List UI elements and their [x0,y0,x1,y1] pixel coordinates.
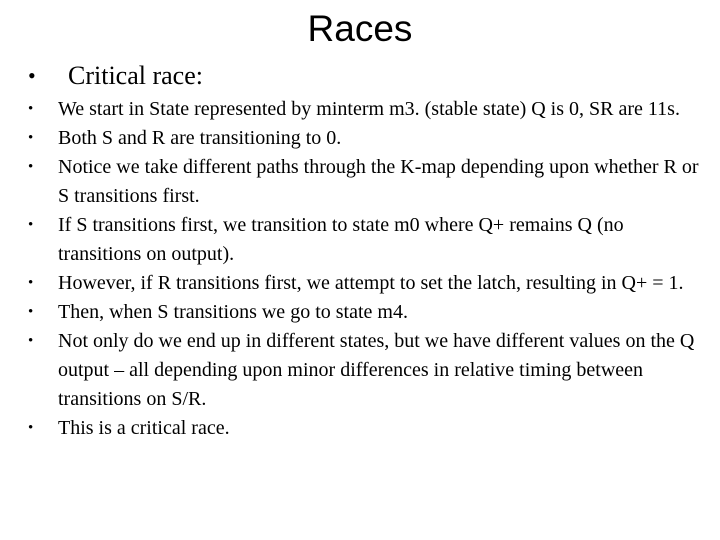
bullet-icon: • [28,63,36,88]
list-item [28,269,708,298]
list-item [28,124,708,153]
list-item-text: Then, when S transitions we go to state m4. [58,301,408,323]
bullet-icon: • [28,333,34,349]
slide-title: Races [307,8,413,49]
list-item-text: Notice we take different paths through the K-map depending upon whether R or S transitions first. [58,156,699,207]
bullet-icon: • [28,420,34,436]
bullet-icon: • [28,304,34,320]
bullet-icon: • [28,159,34,175]
list-item [28,298,708,327]
section-heading: Critical race: [68,61,203,90]
bullet-icon: • [28,130,34,146]
list-item-text: This is a critical race. [58,417,230,439]
list-item [28,153,708,211]
bullet-icon: • [28,217,34,233]
list-item [28,414,708,443]
list-item-text: Both S and R are transitioning to 0. [58,127,342,149]
bullet-icon: • [28,275,34,291]
list-item [28,327,708,414]
header-bullet-row [28,58,203,94]
list-item [28,211,708,269]
bullet-list [28,95,708,443]
list-item-text: If S transitions first, we transition to state m0 where Q+ remains Q (no transitions on output). [58,214,624,265]
bullet-icon: • [28,101,34,117]
list-item-text: Not only do we end up in different states, but we have different values on the Q output – all depending upon minor differences in relative timing between transitions on S/R. [58,330,695,410]
list-item [28,95,708,124]
list-item-text: We start in State represented by minterm m3. (stable state) Q is 0, SR are 11s. [58,98,680,120]
list-item-text: However, if R transitions first, we attempt to set the latch, resulting in Q+ = 1. [58,272,684,294]
